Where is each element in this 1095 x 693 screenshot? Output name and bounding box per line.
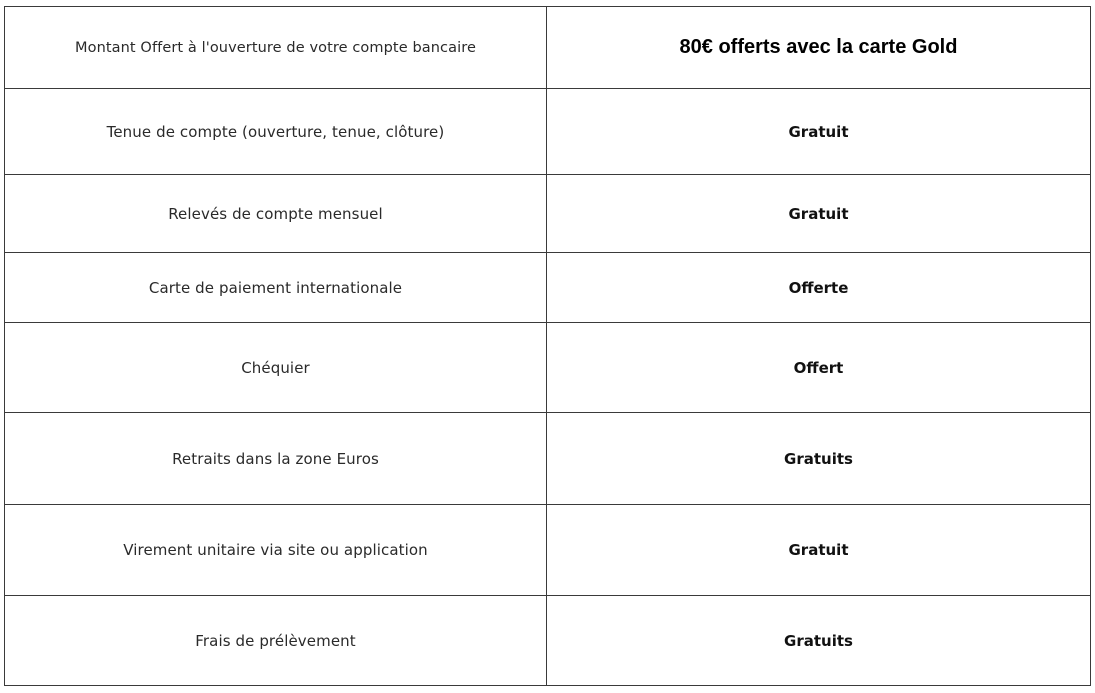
row-value-transfer: Gratuit bbox=[547, 505, 1091, 596]
table-row bbox=[5, 323, 1091, 413]
row-label-chequebook: Chéquier bbox=[5, 323, 547, 413]
row-label-direct-debit: Frais de prélèvement bbox=[5, 596, 547, 686]
row-value-direct-debit: Gratuits bbox=[547, 596, 1091, 686]
table-row bbox=[5, 175, 1091, 253]
row-value-chequebook: Offert bbox=[547, 323, 1091, 413]
row-label-euro-withdrawals: Retraits dans la zone Euros bbox=[5, 413, 547, 505]
table-row bbox=[5, 505, 1091, 596]
row-label-payment-card: Carte de paiement internationale bbox=[5, 253, 547, 323]
row-label-opening-offer: Montant Offert à l'ouverture de votre compte bancaire bbox=[5, 7, 547, 89]
table-row bbox=[5, 596, 1091, 686]
row-value-euro-withdrawals: Gratuits bbox=[547, 413, 1091, 505]
table-row bbox=[5, 253, 1091, 323]
table-row bbox=[5, 7, 1091, 89]
row-value-payment-card: Offerte bbox=[547, 253, 1091, 323]
row-label-transfer: Virement unitaire via site ou application bbox=[5, 505, 547, 596]
row-value-opening-offer: 80€ offerts avec la carte Gold bbox=[547, 7, 1091, 89]
row-value-monthly-statements: Gratuit bbox=[547, 175, 1091, 253]
row-label-account-keeping: Tenue de compte (ouverture, tenue, clôture) bbox=[5, 89, 547, 175]
table-row bbox=[5, 89, 1091, 175]
fees-comparison-table bbox=[4, 6, 1091, 686]
table-row bbox=[5, 413, 1091, 505]
row-label-monthly-statements: Relevés de compte mensuel bbox=[5, 175, 547, 253]
row-value-account-keeping: Gratuit bbox=[547, 89, 1091, 175]
